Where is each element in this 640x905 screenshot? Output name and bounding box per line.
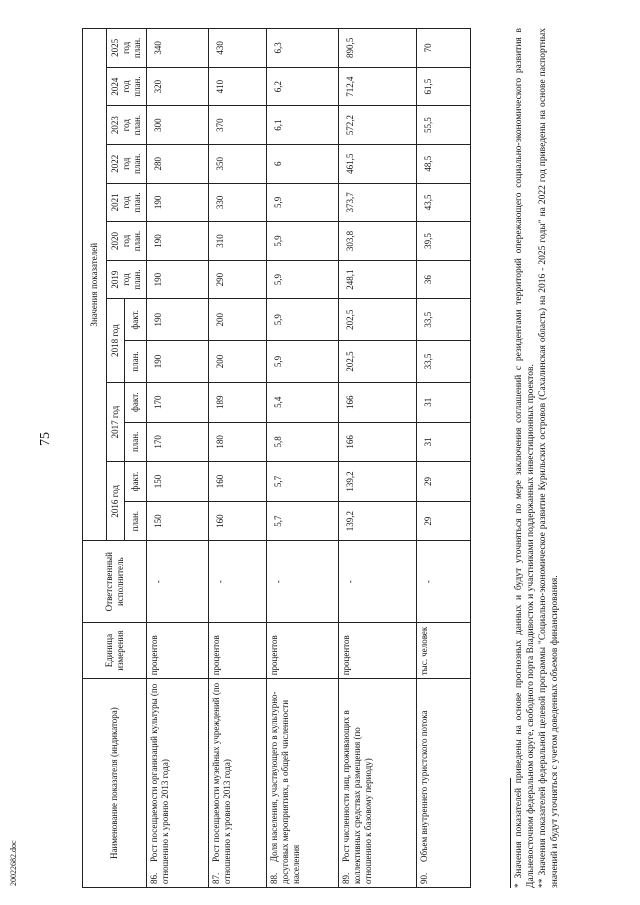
indicator-name: Доля населения, участвующего в культурно-досуговых мероприятиях, в общей численности населения: [269, 691, 301, 884]
value-cell: 6,3: [267, 29, 339, 68]
header-2021: 2021 год план.: [107, 183, 147, 222]
header-plan: план.: [125, 341, 147, 383]
value-cell: 139,2: [339, 462, 417, 502]
value-cell: 150: [147, 462, 209, 502]
header-2016: 2016 год: [107, 462, 125, 541]
value-cell: 139,2: [339, 501, 417, 541]
header-values: Значения показателей: [83, 29, 107, 542]
unit-cell: процентов: [209, 622, 267, 678]
value-cell: 6,2: [267, 67, 339, 106]
value-cell: 890,5: [339, 29, 417, 68]
value-cell: 6,1: [267, 106, 339, 145]
value-cell: 180: [209, 422, 267, 462]
unit-cell: процентов: [267, 622, 339, 678]
indicator-name-cell: [339, 679, 417, 888]
page-number: 75: [38, 432, 53, 446]
value-cell: 320: [147, 67, 209, 106]
row-number: 87.: [211, 872, 221, 884]
table-row: [267, 29, 339, 888]
value-cell: 160: [209, 462, 267, 502]
value-cell: 5,7: [267, 462, 339, 502]
unit-cell: процентов: [147, 622, 209, 678]
value-cell: 373,7: [339, 183, 417, 222]
value-cell: 5,9: [267, 183, 339, 222]
unit-cell: тыс. человек: [417, 622, 471, 678]
indicator-name: Рост посещаемости музейных учреждений (по отношению к уровню 2013 года): [211, 682, 232, 884]
header-plan: план.: [125, 422, 147, 462]
executor-cell: -: [209, 541, 267, 622]
value-cell: 303,8: [339, 222, 417, 261]
footnotes: [510, 28, 562, 888]
value-cell: 33,5: [417, 341, 471, 383]
table-row: [339, 29, 417, 888]
value-cell: 29: [417, 462, 471, 502]
table-row: [417, 29, 471, 888]
header-2018: 2018 год: [107, 299, 125, 382]
value-cell: 29: [417, 501, 471, 541]
table-row: [147, 29, 209, 888]
value-cell: 290: [209, 260, 267, 299]
table-body: [147, 29, 471, 888]
executor-cell: -: [147, 541, 209, 622]
table-row: [209, 29, 267, 888]
value-cell: 170: [147, 382, 209, 422]
value-cell: 150: [147, 501, 209, 541]
value-cell: 330: [209, 183, 267, 222]
unit-cell: процентов: [339, 622, 417, 678]
row-number: 86.: [149, 872, 159, 884]
header-2017: 2017 год: [107, 382, 125, 461]
value-cell: 33,5: [417, 299, 471, 341]
value-cell: 43,5: [417, 183, 471, 222]
value-cell: 160: [209, 501, 267, 541]
value-cell: 31: [417, 382, 471, 422]
value-cell: 190: [147, 183, 209, 222]
value-cell: 370: [209, 106, 267, 145]
value-cell: 248,1: [339, 260, 417, 299]
footnote-1: * Значения показателей приведены на основе прогнозных данных и будут уточняться по мере заключения соглашений с резидентами территорий опережающего социально-экономического развития в Дальневосточном федеральном округе, свободного порта Владивосток и участниками поддержанных инвестиционных проектов.: [514, 28, 536, 888]
value-cell: 61,5: [417, 67, 471, 106]
indicator-name-cell: [417, 679, 471, 888]
row-number: 90.: [419, 872, 429, 884]
indicator-name: Рост посещаемости организаций культуры (по отношению к уровню 2013 года): [149, 683, 170, 884]
header-2024: 2024 год план.: [107, 67, 147, 106]
header-executor: Ответственный исполнитель: [83, 541, 147, 622]
indicators-table: [82, 28, 471, 888]
header-fact: факт.: [125, 299, 147, 341]
value-cell: 572,2: [339, 106, 417, 145]
indicator-name-cell: [147, 679, 209, 888]
value-cell: 5,9: [267, 341, 339, 383]
value-cell: 712,4: [339, 67, 417, 106]
value-cell: 48,5: [417, 144, 471, 183]
document-code: 20022682.doc: [9, 840, 18, 886]
value-cell: 70: [417, 29, 471, 68]
value-cell: 340: [147, 29, 209, 68]
executor-cell: -: [339, 541, 417, 622]
header-plan: план.: [125, 501, 147, 541]
executor-cell: -: [267, 541, 339, 622]
value-cell: 300: [147, 106, 209, 145]
value-cell: 39,5: [417, 222, 471, 261]
value-cell: 5,7: [267, 501, 339, 541]
indicator-name: Рост численности лиц, проживающих в коллективных средствах размещения (по отношению к базовому периоду): [341, 710, 373, 884]
value-cell: 166: [339, 382, 417, 422]
value-cell: 55,5: [417, 106, 471, 145]
value-cell: 202,5: [339, 341, 417, 383]
header-name: Наименование показателя (индикатора): [83, 679, 147, 888]
value-cell: 166: [339, 422, 417, 462]
value-cell: 189: [209, 382, 267, 422]
value-cell: 6: [267, 144, 339, 183]
footnote-2: ** Значения показателей федеральной целевой программы "Социально-экономическое развитие Курильских островов (Сахалинская область) на 2016 - 2025 годы" на 2022 год приведены на основе паспортных значений и будут уточняться с учетом доведенных объемов финансирования.: [537, 28, 560, 888]
value-cell: 190: [147, 260, 209, 299]
header-2022: 2022 год план.: [107, 144, 147, 183]
value-cell: 5,9: [267, 299, 339, 341]
indicator-name: Объем внутреннего туристского потока: [419, 710, 429, 862]
value-cell: 170: [147, 422, 209, 462]
value-cell: 190: [147, 341, 209, 383]
value-cell: 200: [209, 299, 267, 341]
header-fact: факт.: [125, 382, 147, 422]
indicator-name-cell: [209, 679, 267, 888]
value-cell: 200: [209, 341, 267, 383]
rotated-page-content: [82, 28, 640, 888]
value-cell: 36: [417, 260, 471, 299]
value-cell: 461,5: [339, 144, 417, 183]
header-fact: факт.: [125, 462, 147, 502]
header-unit: Единица измерения: [83, 622, 147, 678]
value-cell: 410: [209, 67, 267, 106]
table-header: [83, 29, 147, 888]
value-cell: 430: [209, 29, 267, 68]
value-cell: 5,9: [267, 222, 339, 261]
value-cell: 190: [147, 222, 209, 261]
value-cell: 350: [209, 144, 267, 183]
value-cell: 31: [417, 422, 471, 462]
value-cell: 310: [209, 222, 267, 261]
header-2019: 2019 год план.: [107, 260, 147, 299]
row-number: 88.: [269, 872, 279, 884]
executor-cell: -: [417, 541, 471, 622]
row-number: 89.: [341, 872, 351, 884]
value-cell: 5,8: [267, 422, 339, 462]
header-2025: 2025 год план.: [107, 29, 147, 68]
value-cell: 5,9: [267, 260, 339, 299]
value-cell: 202,5: [339, 299, 417, 341]
value-cell: 190: [147, 299, 209, 341]
header-2023: 2023 год план.: [107, 106, 147, 145]
value-cell: 5,4: [267, 382, 339, 422]
value-cell: 280: [147, 144, 209, 183]
indicator-name-cell: [267, 679, 339, 888]
footnote-divider: [510, 778, 511, 888]
header-2020: 2020 год план.: [107, 222, 147, 261]
